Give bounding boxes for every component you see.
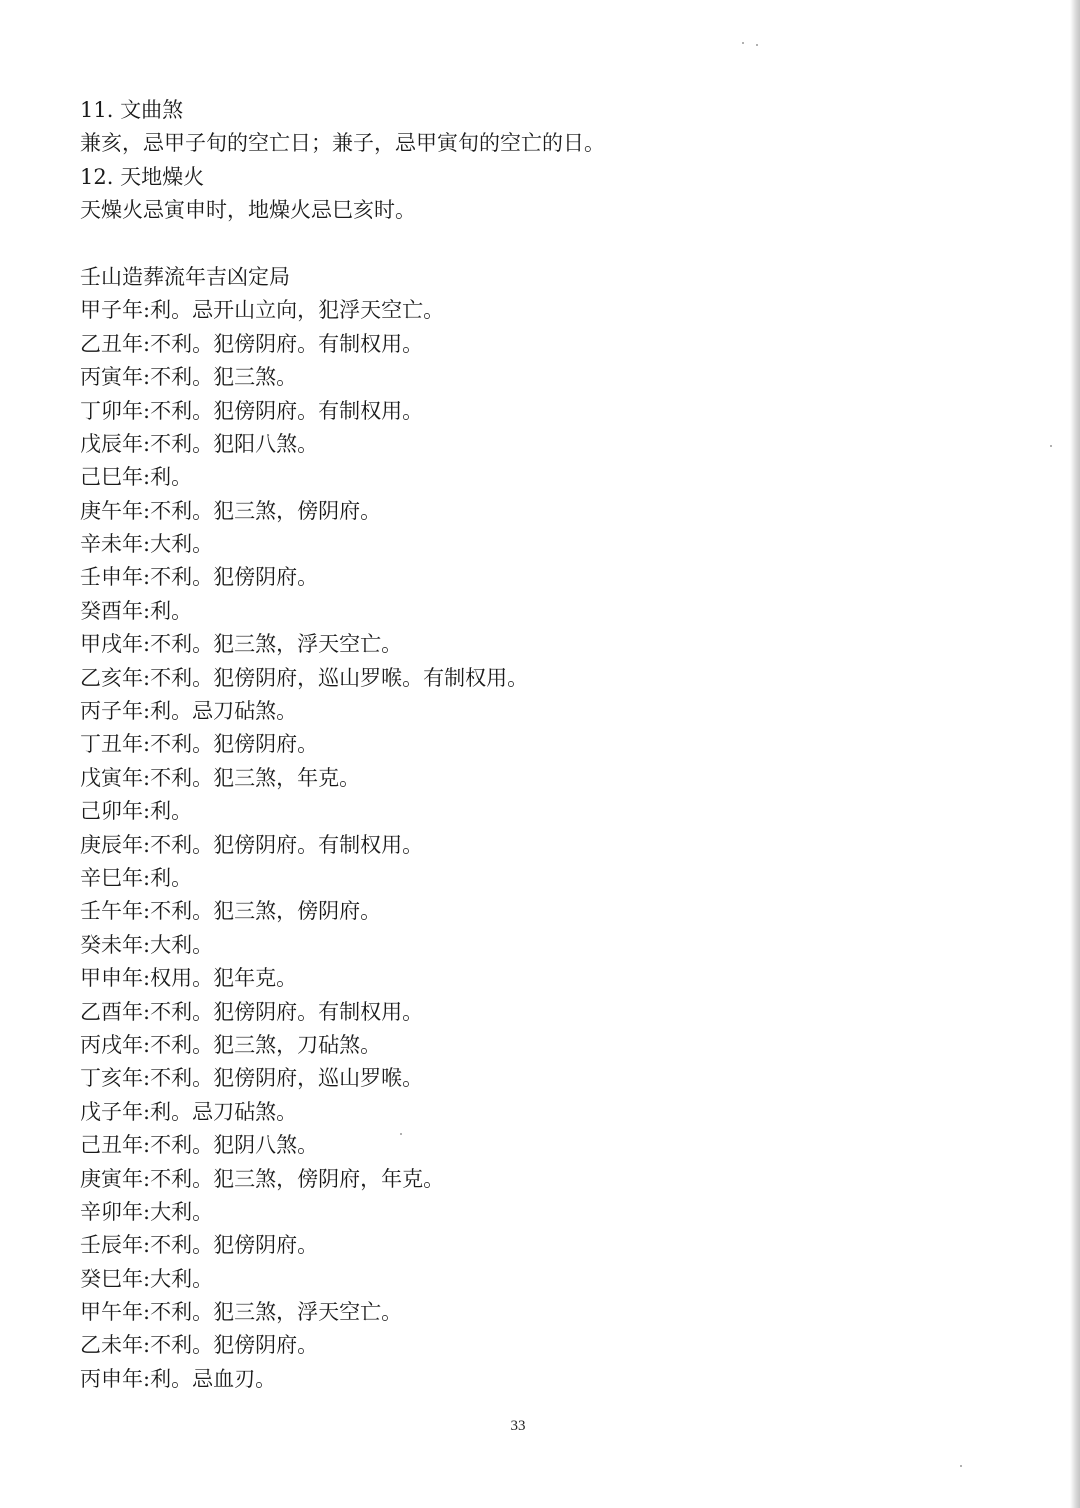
year-entry: 甲子年:利。忌开山立向，犯浮天空亡。 [80, 298, 445, 323]
body-line: 兼亥，忌甲子旬的空亡日；兼子，忌甲寅旬的空亡的日。 [80, 131, 605, 156]
year-entry: 甲申年:权用。犯年克。 [80, 966, 298, 991]
body-line: 天燥火忌寅申时，地燥火忌巳亥时。 [80, 198, 416, 223]
year-entry: 乙未年:不利。犯傍阴府。 [80, 1333, 319, 1358]
year-entry: 甲午年:不利。犯三煞，浮天空亡。 [80, 1300, 403, 1325]
year-entry: 己巳年:利。 [80, 465, 193, 490]
year-entry-list [80, 294, 980, 1396]
page-number: 33 [510, 1418, 526, 1434]
year-entry: 庚寅年:不利。犯三煞，傍阴府，年克。 [80, 1166, 445, 1191]
year-entry: 丁卯年:不利。犯傍阴府。有制权用。 [80, 398, 424, 423]
year-entry: 丙戌年:不利。犯三煞，刀砧煞。 [80, 1032, 382, 1057]
scan-speck [960, 1465, 962, 1467]
year-entry: 丙寅年:不利。犯三煞。 [80, 365, 298, 390]
scan-speck [1050, 445, 1052, 447]
year-entry: 癸巳年:大利。 [80, 1266, 214, 1291]
year-entry: 戊子年:利。忌刀砧煞。 [80, 1099, 298, 1124]
year-entry: 乙亥年:不利。犯傍阴府，巡山罗喉。有制权用。 [80, 665, 529, 690]
year-entry: 甲戌年:不利。犯三煞，浮天空亡。 [80, 632, 403, 657]
year-entry: 己丑年:不利。犯阴八煞。 [80, 1133, 319, 1158]
section-title: 壬山造葬流年吉凶定局 [80, 264, 290, 289]
scan-speck [742, 42, 744, 44]
text-block [80, 94, 980, 1396]
year-entry: 丙子年:利。忌刀砧煞。 [80, 699, 298, 724]
year-entry: 乙酉年:不利。犯傍阴府。有制权用。 [80, 999, 424, 1024]
scan-speck [756, 44, 758, 46]
year-entry: 戊辰年:不利。犯阳八煞。 [80, 431, 319, 456]
heading-tiandi-zaohuo: 12. 天地燥火 [80, 164, 205, 189]
year-entry: 庚午年:不利。犯三煞，傍阴府。 [80, 498, 382, 523]
year-entry: 辛巳年:利。 [80, 865, 193, 890]
year-entry: 丙申年:利。忌血刃。 [80, 1366, 277, 1391]
year-entry: 丁亥年:不利。犯傍阴府，巡山罗喉。 [80, 1066, 424, 1091]
year-entry: 庚辰年:不利。犯傍阴府。有制权用。 [80, 832, 424, 857]
year-entry: 壬午年:不利。犯三煞，傍阴府。 [80, 899, 382, 924]
scan-speck [400, 1133, 402, 1135]
year-entry: 癸未年:大利。 [80, 932, 214, 957]
year-entry: 乙丑年:不利。犯傍阴府。有制权用。 [80, 331, 424, 356]
year-entry: 壬申年:不利。犯傍阴府。 [80, 565, 319, 590]
year-entry: 丁丑年:不利。犯傍阴府。 [80, 732, 319, 757]
heading-wenqu-sha: 11. 文曲煞 [80, 98, 184, 122]
blank-line [80, 228, 980, 261]
year-entry: 戊寅年:不利。犯三煞，年克。 [80, 765, 361, 790]
year-entry: 辛卯年:大利。 [80, 1199, 214, 1224]
page-edge-shadow [1070, 0, 1080, 1508]
year-entry: 壬辰年:不利。犯傍阴府。 [80, 1233, 319, 1258]
year-entry: 辛未年:大利。 [80, 532, 214, 557]
year-entry: 己卯年:利。 [80, 799, 193, 824]
year-entry: 癸酉年:利。 [80, 598, 193, 623]
